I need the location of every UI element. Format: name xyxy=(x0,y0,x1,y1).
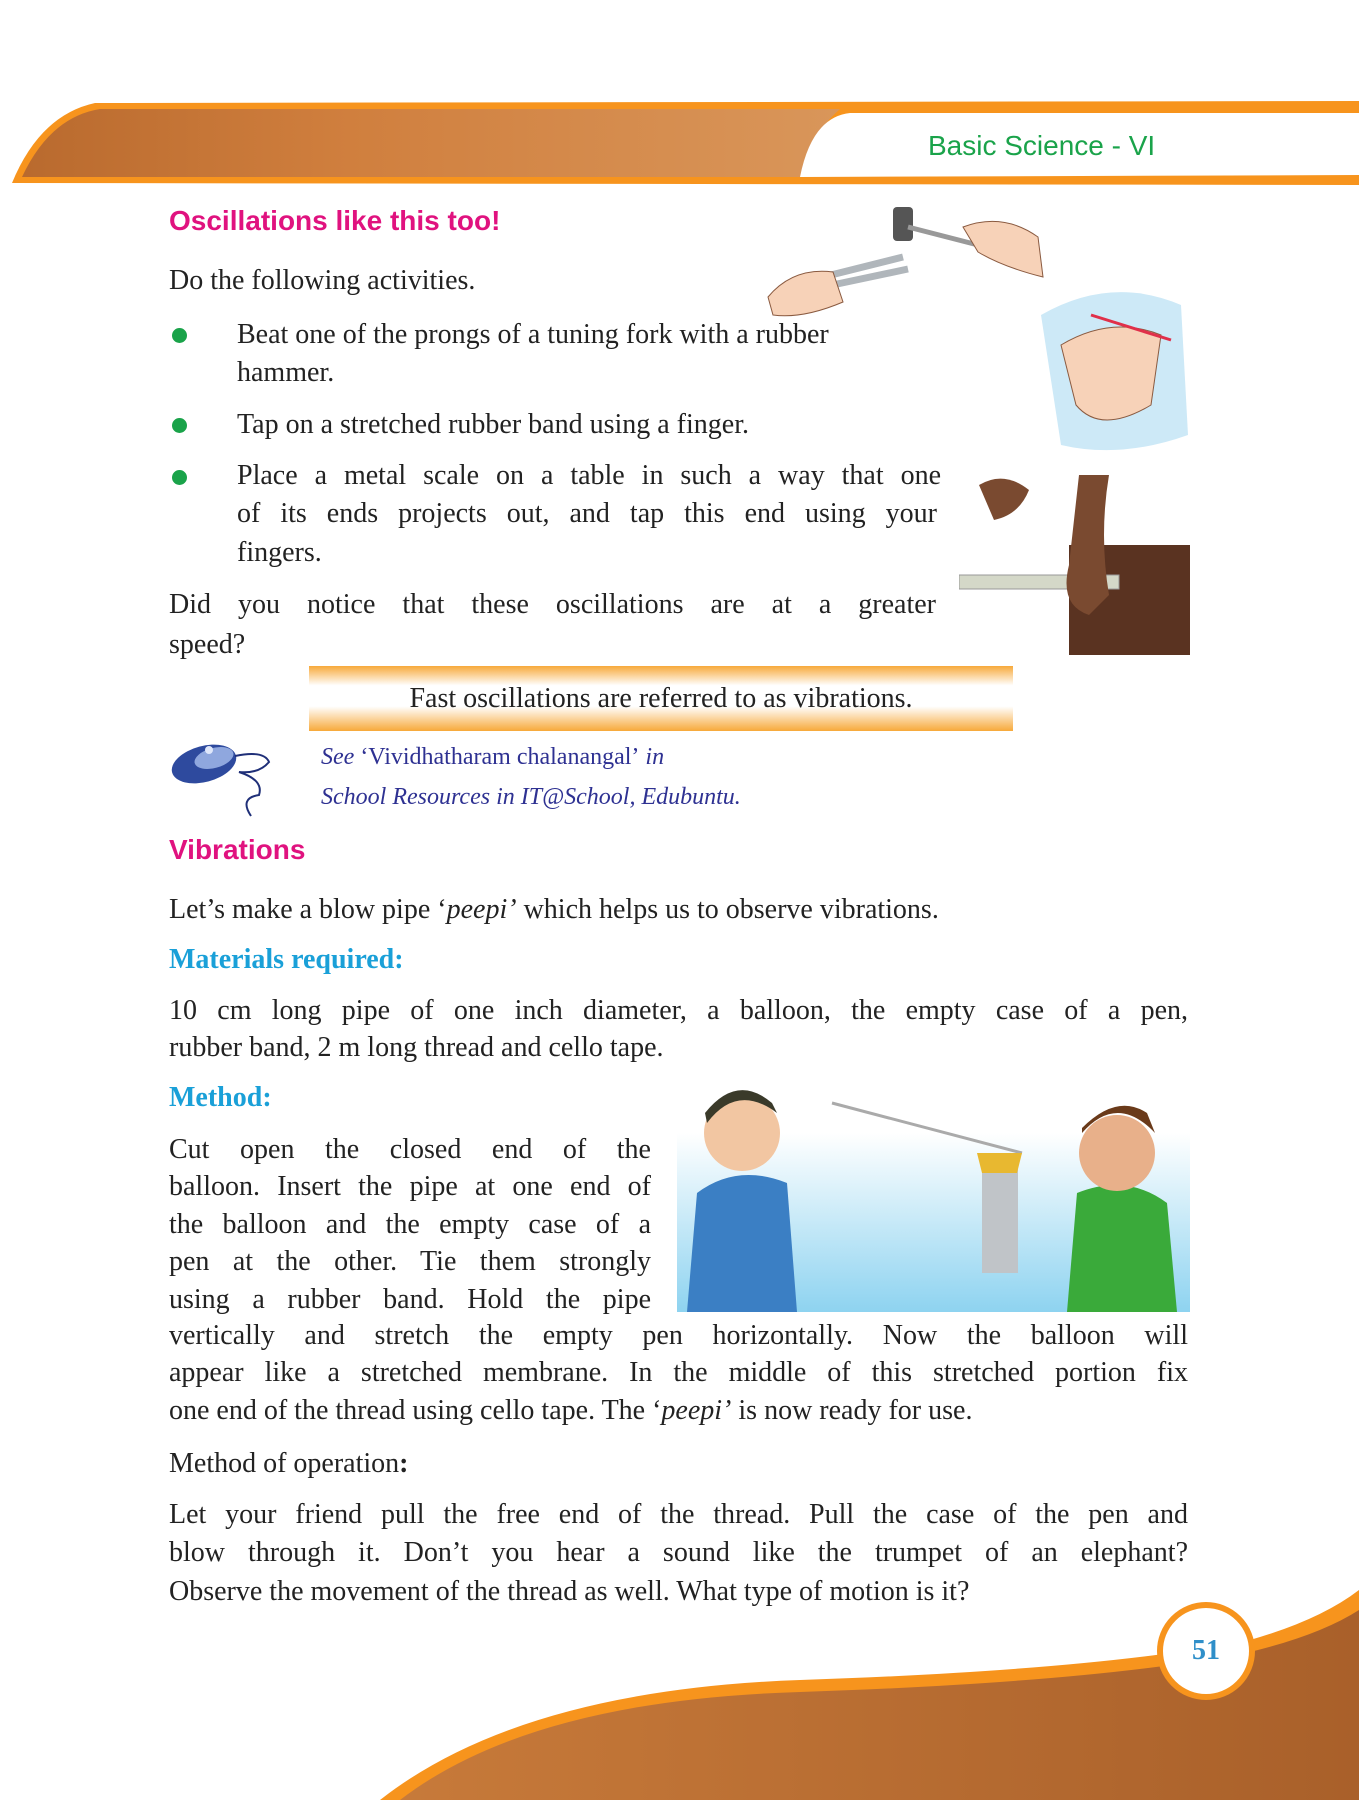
see-note-line-1 xyxy=(321,744,664,771)
materials-line: 10 cm long pipe of one inch diameter, a balloon, the empty case of a pen, xyxy=(169,995,1188,1026)
definition-highlight xyxy=(309,666,1013,731)
method-heading: Method: xyxy=(169,1082,272,1113)
method-line: appear like a stretched membrane. In the middle of this stretched portion fix xyxy=(169,1357,1188,1388)
method-line: vertically and stretch the empty pen horizontally. Now the balloon will xyxy=(169,1320,1188,1351)
vibrations-intro xyxy=(169,891,939,929)
operation-line: Let your friend pull the free end of the thread. Pull the case of the pen and xyxy=(169,1499,1188,1530)
text: which helps us to observe vibrations. xyxy=(516,894,939,925)
operation-heading xyxy=(169,1445,409,1483)
intro-text: Do the following activities. xyxy=(169,265,476,296)
text: is now ready for use. xyxy=(731,1395,973,1426)
page-number: 51 xyxy=(1192,1635,1220,1666)
section-heading-oscillations: Oscillations like this too! xyxy=(169,205,501,236)
question-line: speed? xyxy=(169,629,246,660)
bullet-icon xyxy=(172,418,187,433)
bullet-line: Place a metal scale on a table in such a way that one xyxy=(237,460,941,491)
book-title: Basic Science - VI xyxy=(928,130,1156,161)
bullet-line: fingers. xyxy=(237,537,322,568)
computer-mouse-icon xyxy=(169,740,281,818)
bullet-icon xyxy=(172,328,187,343)
metal-scale-table-illustration xyxy=(959,475,1190,655)
tuning-fork-hammer-illustration xyxy=(763,207,1047,321)
peepi-term: peepi’ xyxy=(661,1395,732,1426)
definition-text: Fast oscillations are referred to as vibrations. xyxy=(409,683,913,714)
peepi-experiment-illustration xyxy=(677,1073,1190,1312)
bullet-line: hammer. xyxy=(237,357,335,388)
bullet-line: of its ends projects out, and tap this end using your xyxy=(237,498,937,529)
text: Method of operation xyxy=(169,1448,400,1479)
rubber-band-hands-illustration xyxy=(1031,285,1188,459)
footer-wave xyxy=(0,1570,1359,1800)
method-line: using a rubber band. Hold the pipe xyxy=(169,1284,651,1315)
resource-title: ‘Vividhatharam chalanangal’ xyxy=(360,744,640,770)
see-label: See xyxy=(321,744,355,770)
page-number-badge xyxy=(1157,1602,1255,1700)
see-note-line-2: School Resources in IT@School, Edubuntu. xyxy=(321,784,741,810)
bullet-line: Tap on a stretched rubber band using a finger. xyxy=(237,409,749,440)
section-heading-vibrations: Vibrations xyxy=(169,834,306,865)
bullet-icon xyxy=(172,470,187,485)
method-line: Cut open the closed end of the xyxy=(169,1134,651,1165)
method-line xyxy=(169,1392,972,1430)
peepi-term: peepi’ xyxy=(446,894,517,925)
question-line: Did you notice that these oscillations are at a greater xyxy=(169,589,936,620)
in-label: in xyxy=(645,744,665,770)
method-line: pen at the other. Tie them strongly xyxy=(169,1246,651,1277)
method-line: the balloon and the empty case of a xyxy=(169,1209,651,1240)
materials-line: rubber band, 2 m long thread and cello tape. xyxy=(169,1032,664,1063)
bullet-line: Beat one of the prongs of a tuning fork with a rubber xyxy=(237,319,829,350)
text: one end of the thread using cello tape. The ‘ xyxy=(169,1395,662,1426)
operation-line: blow through it. Don’t you hear a sound like the trumpet of an elephant? xyxy=(169,1537,1188,1568)
method-line: balloon. Insert the pipe at one end of xyxy=(169,1171,651,1202)
materials-heading: Materials required: xyxy=(169,944,404,975)
text: Let’s make a blow pipe ‘ xyxy=(169,894,447,925)
colon: : xyxy=(399,1448,409,1479)
operation-line: Observe the movement of the thread as well. What type of motion is it? xyxy=(169,1576,970,1607)
